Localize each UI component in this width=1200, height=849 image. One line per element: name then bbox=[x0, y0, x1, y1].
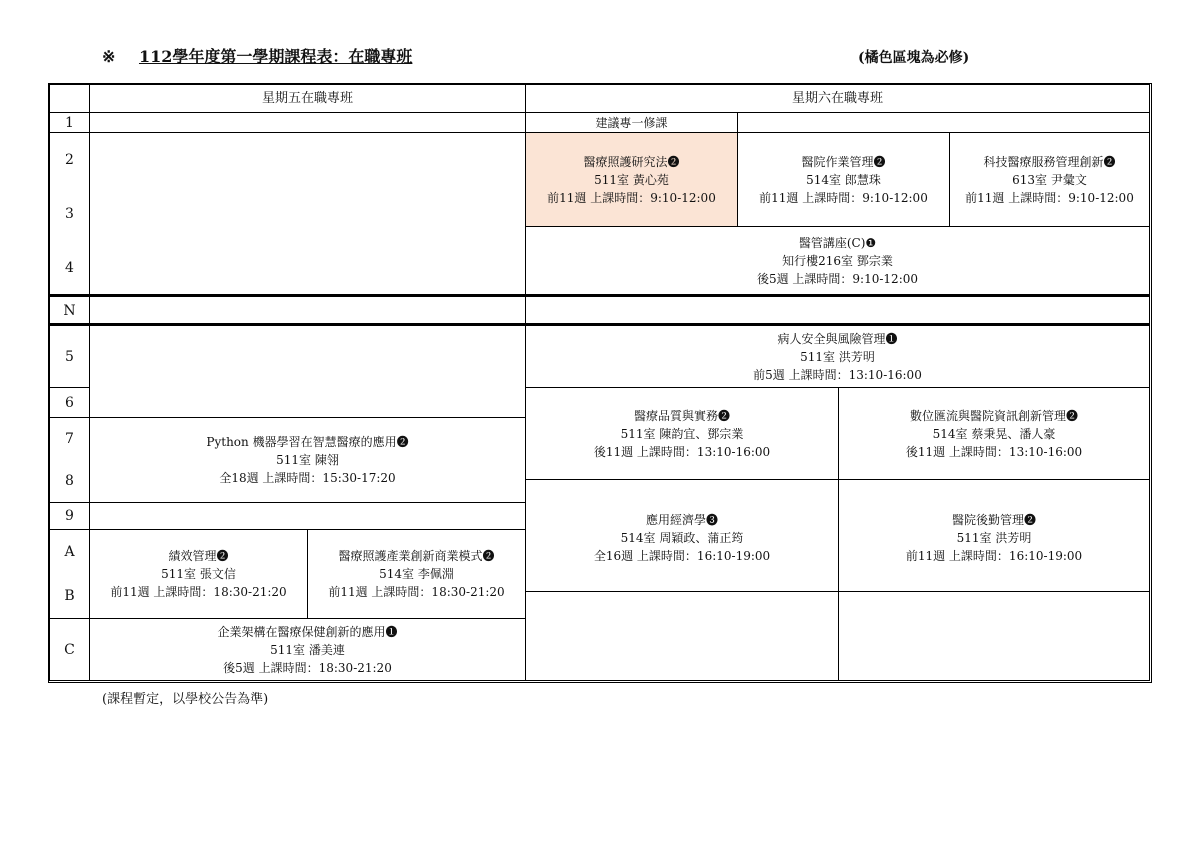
course-name: 應用經濟學❸ bbox=[645, 513, 718, 527]
course-time: 前11週 上課時間：16:10-19:00 bbox=[905, 549, 1083, 563]
course-time: 前11週 上課時間：9:10-12:00 bbox=[759, 190, 928, 205]
fri-empty bbox=[89, 502, 526, 530]
row-label bbox=[49, 132, 90, 296]
course-name: 醫院作業管理❷ bbox=[801, 154, 886, 169]
course-name: 數位匯流與醫院資訊創新管理❷ bbox=[909, 408, 1078, 423]
course-name: Python 機器學習在智慧醫療的應用❷ bbox=[206, 435, 409, 449]
course-name: 醫療照護產業創新商業模式❷ bbox=[338, 549, 495, 563]
fri-empty bbox=[89, 132, 526, 296]
course-name: 醫管講座(C)❶ bbox=[798, 236, 877, 250]
course-room: 514室 蔡秉晃、潘人豪 bbox=[932, 426, 1056, 441]
row-label: 5 bbox=[49, 323, 90, 388]
course-name: 科技醫療服務管理創新❷ bbox=[983, 154, 1116, 169]
row-label-2: 2 bbox=[65, 152, 74, 168]
row-label: 9 bbox=[49, 502, 90, 530]
course-time: 前11週 上課時間：18:30-21:20 bbox=[328, 585, 505, 599]
fri-empty bbox=[89, 323, 526, 418]
schedule-table bbox=[48, 83, 1152, 683]
course-time: 全18週 上課時間：15:30-17:20 bbox=[219, 471, 396, 485]
course-biz-model bbox=[307, 529, 526, 619]
corner-cell bbox=[49, 84, 90, 113]
course-logistics bbox=[838, 479, 1150, 592]
page-title bbox=[102, 44, 430, 67]
course-time: 前11週 上課時間：18:30-21:20 bbox=[110, 585, 287, 599]
row-label-b: B bbox=[64, 588, 75, 604]
course-name: 企業架構在醫療保健創新的應用❶ bbox=[217, 624, 398, 639]
course-quality bbox=[525, 387, 839, 480]
course-room: 511室 洪芳明 bbox=[956, 531, 1032, 545]
row-label: 1 bbox=[49, 112, 90, 133]
row-label-7: 7 bbox=[65, 431, 74, 447]
row-label bbox=[49, 529, 90, 619]
fri-empty bbox=[89, 112, 526, 133]
course-tech-service bbox=[949, 132, 1150, 227]
legend-note: (橘色區塊為必修) bbox=[858, 50, 970, 66]
course-name: 病人安全與風險管理❶ bbox=[777, 331, 898, 346]
course-time: 後11週 上課時間：13:10-16:00 bbox=[593, 444, 771, 459]
row-label-8: 8 bbox=[65, 473, 74, 489]
course-room: 511室 潘美連 bbox=[270, 642, 345, 657]
course-name: 績效管理❷ bbox=[168, 549, 229, 563]
course-time: 後5週 上課時間：9:10-12:00 bbox=[756, 272, 919, 286]
row-label bbox=[49, 417, 90, 503]
reference-mark: ※ bbox=[102, 47, 116, 66]
course-time: 前5週 上課時間：13:10-16:00 bbox=[753, 367, 922, 382]
course-room: 613室 尹彙文 bbox=[1012, 172, 1087, 187]
course-hospital-ops bbox=[737, 132, 950, 227]
course-econ bbox=[525, 479, 839, 592]
fri-empty bbox=[89, 294, 526, 325]
course-name: 醫療照護研究法❷ bbox=[583, 154, 680, 169]
course-enterprise bbox=[89, 618, 526, 681]
saturday-header: 星期六在職專班 bbox=[525, 84, 1150, 113]
course-time: 前11週 上課時間：9:10-12:00 bbox=[965, 190, 1134, 205]
course-digital bbox=[838, 387, 1150, 480]
course-room: 511室 陳翎 bbox=[276, 453, 339, 467]
course-room: 511室 張文信 bbox=[161, 567, 236, 581]
row-label: C bbox=[49, 618, 90, 681]
course-python bbox=[89, 417, 526, 503]
course-room: 514室 郎慧珠 bbox=[806, 172, 881, 187]
title-text: 112學年度第一學期課程表：在職專班 bbox=[138, 47, 413, 66]
course-time: 後5週 上課時間：18:30-21:20 bbox=[223, 660, 392, 675]
sat-empty bbox=[525, 591, 839, 681]
course-time: 後11週 上課時間：13:10-16:00 bbox=[905, 444, 1083, 459]
friday-header: 星期五在職專班 bbox=[89, 84, 526, 113]
row-label: 6 bbox=[49, 387, 90, 418]
sat-suggest-label: 建議專一修課 bbox=[525, 112, 738, 133]
course-room: 511室 黃心苑 bbox=[594, 172, 669, 187]
course-performance bbox=[89, 529, 308, 619]
course-room: 514室 周穎政、蒲正筠 bbox=[620, 531, 744, 545]
sat-empty bbox=[525, 294, 1150, 325]
row-label-a: A bbox=[64, 544, 75, 560]
row-label-3: 3 bbox=[65, 206, 74, 222]
course-time: 前11週 上課時間：9:10-12:00 bbox=[547, 190, 716, 205]
course-patient-safety bbox=[525, 323, 1150, 388]
course-time: 全16週 上課時間：16:10-19:00 bbox=[593, 549, 771, 563]
course-nursing-research bbox=[525, 132, 738, 227]
sat-empty bbox=[838, 591, 1150, 681]
course-room: 514室 李佩淵 bbox=[379, 567, 454, 581]
course-room: 知行樓216室 鄧宗業 bbox=[782, 254, 893, 268]
course-mgmt-lecture bbox=[525, 226, 1150, 296]
footer-note: (課程暫定，以學校公告為準) bbox=[102, 692, 269, 707]
row-label-4: 4 bbox=[65, 260, 74, 276]
course-name: 醫療品質與實務❷ bbox=[633, 408, 730, 423]
course-room: 511室 洪芳明 bbox=[800, 349, 875, 364]
course-name: 醫院後勤管理❷ bbox=[951, 513, 1036, 527]
sat-empty bbox=[737, 112, 1150, 133]
row-label: N bbox=[49, 294, 90, 325]
course-room: 511室 陳韵宜、鄧宗業 bbox=[620, 426, 744, 441]
